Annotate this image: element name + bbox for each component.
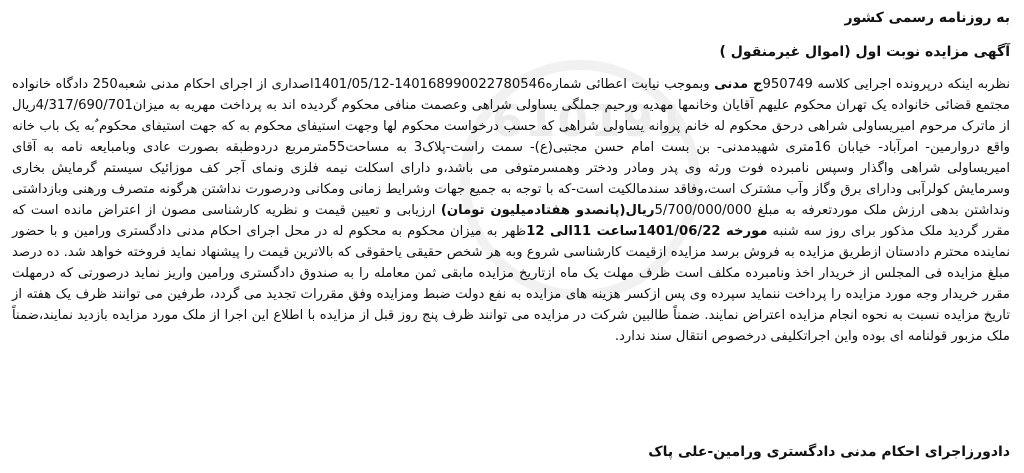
body-text-3: ارزیابی و تعیین قیمت و نظریه کارشناسی مصون از اعتراض مانده است که مقرر گردید ملک مذکور برای روز سه شنبه — [12, 203, 1010, 239]
body-text-2: وبموجب نیابت اعطائی شماره14016899002278054​6-1401/05/12اصداری از اجرای احکام مدنی شعبه250 دادگاه خانواده مجتمع قضائی خانواده یک تهران محکوم علیهم آقایان وخانمها مهدیه ورحیم جملگی یساولی شراهی وعصمت منافی محکوم گردیده اند به پرداخت مهریه به میزان4/317/690/701ریال از ماترک مرحوم امیریساولی شراهی درحق محکوم له خانم پروانه یساولی شراهی که حسب درخواست محکوم لها وجهت استیفای محکوم به که جهت استیفای محکوم ٌبه یک باب خانه واقع دروارمین- امرآباد- خیابان 16متری شهیدمدنی- بن بست امام حسن مجتبی(ع)- سمت راست-پلاک3 به مساحت55مترمربع دردوطبقه بصورت عادی وبامبایعه نامه به آقای امیریساولی شراهی واگذار وسپس نامبرده فوت ورثه وی پدر ومادر ودختر وهمسرمتوفی می باشد،و دارای اسکلت نیمه فلزی ونمای آجر کف موزائیک سیستم گرمایش بخاری وسرمایش کولرآبی ودارای برق وگاز وآب مشترک است،وفاقد سندمالکیت است-که با توجه به جمیع جهات وشرایط زمانی ومکانی ودرصورت نداشتن هرگونه متصرف ورهنی وبازداشتی ونداشتن بدهی ارزش ملک موردتعرفه به مبلغ 5/700/000/000 — [12, 77, 1011, 218]
body-case-type: ج مدنی — [714, 77, 763, 92]
notice-title: آگهی مزایده نوبت اول (اموال غیرمنقول ) — [719, 44, 1010, 60]
body-price-words: ریال(پانصدو هفتادمیلیون تومان) — [440, 203, 655, 218]
body-text-1: نظربه اینکه درپرونده اجرایی کلاسه 950749 — [762, 77, 1011, 92]
body-text-4: ظهر به میزان محکوم به محکوم له در محل اجرای احکام مدنی دادگستری ورامین و با حضور نماینده محترم دادستان ازطریق مزایده به فروش برسد مزایده ازقیمت کارشناسی شروع وبه هر شخص حقیقی یاحقوقی که بالاترین قیمت را پیشنهاد نماید فروخته خواهد شد. ده درصد مبلغ مزایده فی المجلس از خریدار اخذ ونامبرده مکلف است ظرف مهلت یک ماه ازتاریخ مزایده مابقی ثمن معامله را به صندوق دادگستری ورامین واریز نماید درصورتی که درمهلت مقرر خریدار وجه مورد مزایده را پرداخت ننماید سپرده وی پس ازکسر هزینه های مزایده به نفع دولت ضبط ومزایده وفق مقررات تجدید می گردد، طرفین می توانند ظرف یک هفته از تاریخ مزایده نسبت به نحوه انجام مزایده اعتراض نمایند. ضمناً طالبین شرکت در مزایده می توانند ظرف پنج روز قبل از مزایده با اطلاع این اجرا از ملک مورد مزایده بازدید نمایند،ضمناً ملک مزبور قولنامه ای بوده واین اجراتکلیفی درخصوص انتقال سند ندارد. — [12, 224, 1010, 344]
watermark-text: 610191 — [492, 96, 688, 147]
body-auction-date: مورخه 1401/06/22ساعت 11الی 12 — [526, 224, 768, 239]
notice-body — [12, 74, 1010, 347]
newspaper-source: به روزنامه رسمی کشور — [844, 10, 1010, 26]
signature-line: دادورزاجرای احکام مدنی دادگستری ورامین-علی پاک — [648, 444, 1010, 460]
